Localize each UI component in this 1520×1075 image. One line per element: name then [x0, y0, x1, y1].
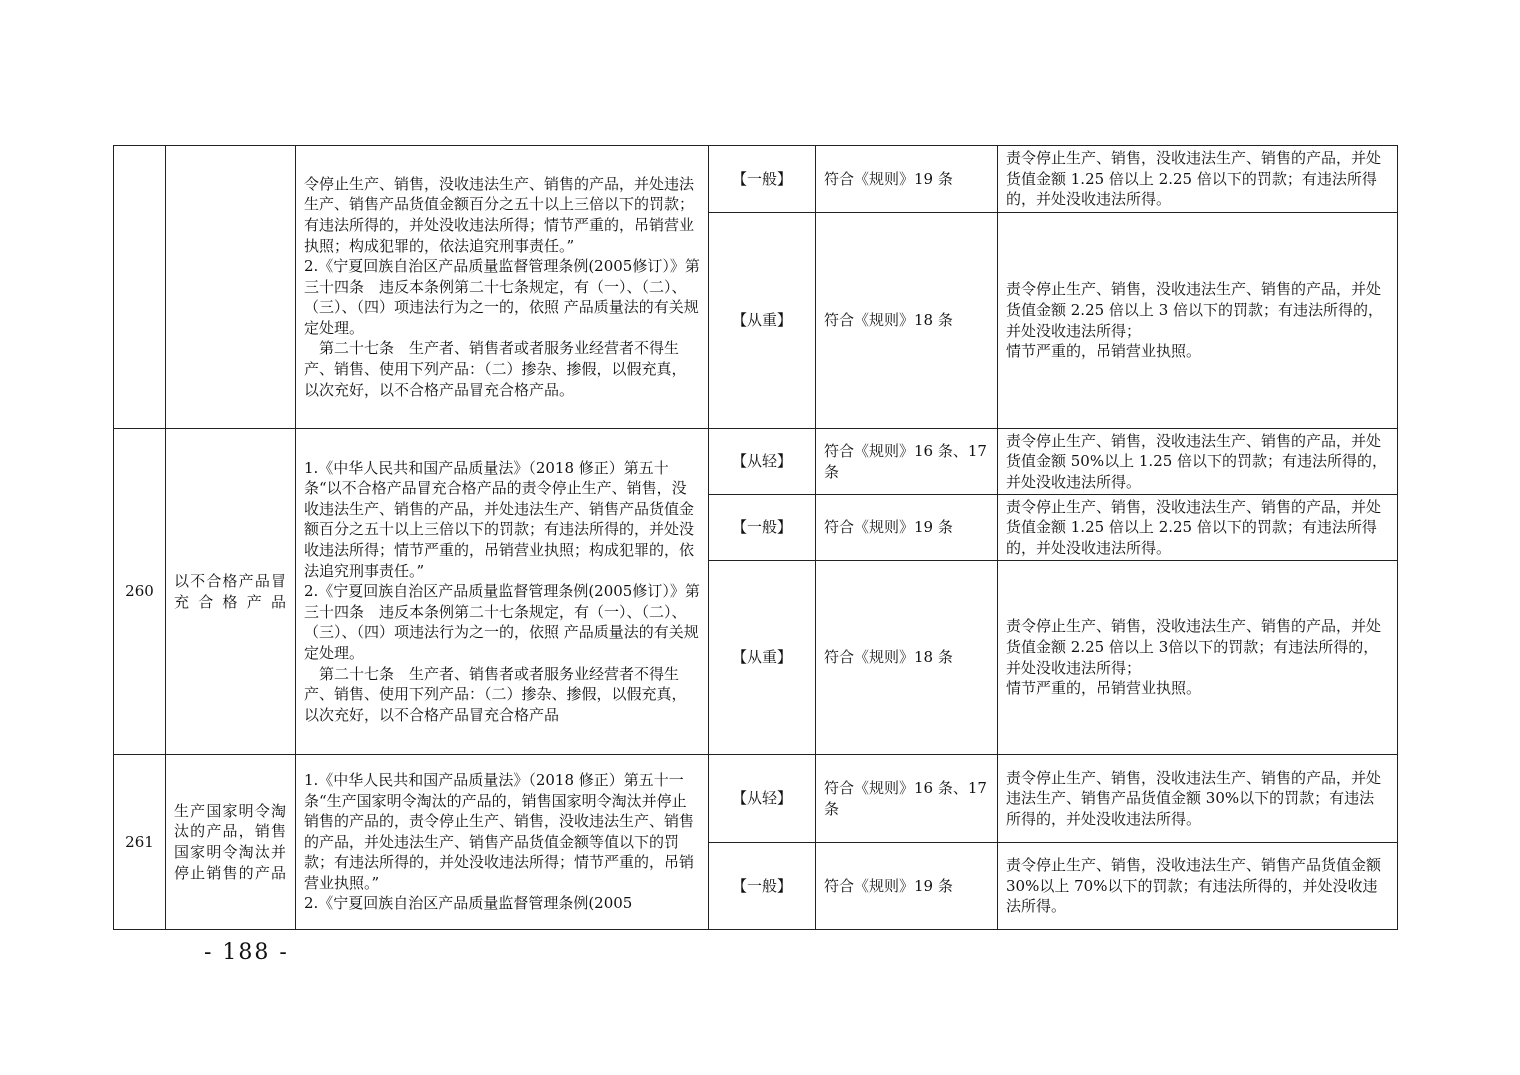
violation-name	[166, 146, 296, 429]
penalty-standards-table	[113, 145, 1398, 930]
item-number: 260	[114, 429, 166, 755]
penalty-standard: 责令停止生产、销售，没收违法生产、销售的产品，并处货值金额 1.25 倍以上 2.25 倍以下的罚款；有违法所得的，并处没收违法所得。	[998, 495, 1398, 561]
violation-name: 生产国家明令淘汰的产品，销售国家明令淘汰并停止销售的产品	[166, 755, 296, 930]
discretion-level: 【从轻】	[709, 429, 816, 495]
discretion-level: 【一般】	[709, 495, 816, 561]
penalty-standard: 责令停止生产、销售，没收违法生产、销售的产品，并处货值金额 1.25 倍以上 2.25 倍以下的罚款；有违法所得的，并处没收违法所得。	[998, 146, 1398, 213]
applicable-condition: 符合《规则》19 条	[816, 495, 998, 561]
discretion-level: 【一般】	[709, 843, 816, 930]
applicable-condition: 符合《规则》19 条	[816, 843, 998, 930]
applicable-condition: 符合《规则》18 条	[816, 213, 998, 429]
discretion-level: 【一般】	[709, 146, 816, 213]
item-number: 261	[114, 755, 166, 930]
discretion-level: 【从轻】	[709, 755, 816, 843]
item-number	[114, 146, 166, 429]
table-row	[114, 429, 1398, 495]
discretion-level: 【从重】	[709, 213, 816, 429]
penalty-standard: 责令停止生产、销售，没收违法生产、销售的产品，并处货值金额 50%以上 1.25 倍以下的罚款；有违法所得的，并处没收违法所得。	[998, 429, 1398, 495]
legal-basis: 1.《中华人民共和国产品质量法》（2018 修正）第五十一条“生产国家明令淘汰的产品的，销售国家明令淘汰并停止销售的产品的，责令停止生产、销售，没收违法生产、销售的产品，并处违法生产、销售产品货值金额等值以下的罚款；有违法所得的，并处没收违法所得；情节严重的，吊销营业执照。” 2.《宁夏回族自治区产品质量监督管理条例(2005	[296, 755, 709, 930]
applicable-condition: 符合《规则》16 条、17 条	[816, 755, 998, 843]
legal-basis: 1.《中华人民共和国产品质量法》（2018 修正）第五十条“以不合格产品冒充合格产品的责令停止生产、销售，没收违法生产、销售的产品，并处违法生产、销售产品货值金额百分之五十以上三倍以下的罚款；有违法所得的，并处没收违法所得；情节严重的，吊销营业执照；构成犯罪的，依法追究刑事责任。” 2.《宁夏回族自治区产品质量监督管理条例(2005修订）》第三十四条 违反本条例第二十七条规定，有（一）、（二）、（三）、（四）项违法行为之一的，依照 产品质量法的有关规定处理。 第二十七条 生产者、销售者或者服务业经营者不得生产、销售、使用下列产品：（二）掺杂、掺假，以假充真，以次充好，以不合格产品冒充合格产品	[296, 429, 709, 755]
applicable-condition: 符合《规则》19 条	[816, 146, 998, 213]
table-row	[114, 146, 1398, 213]
legal-basis: 令停止生产、销售，没收违法生产、销售的产品，并处违法生产、销售产品货值金额百分之五十以上三倍以下的罚款；有违法所得的，并处没收违法所得；情节严重的，吊销营业执照；构成犯罪的，依法追究刑事责任。” 2.《宁夏回族自治区产品质量监督管理条例(2005修订）》第三十四条 违反本条例第二十七条规定，有（一）、（二）、（三）、（四）项违法行为之一的，依照 产品质量法的有关规定处理。 第二十七条 生产者、销售者或者服务业经营者不得生产、销售、使用下列产品：（二）掺杂、掺假，以假充真，以次充好，以不合格产品冒充合格产品。	[296, 146, 709, 429]
discretion-level: 【从重】	[709, 561, 816, 755]
penalty-standard: 责令停止生产、销售，没收违法生产、销售的产品，并处货值金额 2.25 倍以上 3 倍以下的罚款；有违法所得的，并处没收违法所得； 情节严重的，吊销营业执照。	[998, 213, 1398, 429]
table-row	[114, 755, 1398, 843]
penalty-standard: 责令停止生产、销售，没收违法生产、销售的产品，并处货值金额 2.25 倍以上 3倍以下的罚款；有违法所得的，并处没收违法所得； 情节严重的，吊销营业执照。	[998, 561, 1398, 755]
applicable-condition: 符合《规则》18 条	[816, 561, 998, 755]
penalty-standard: 责令停止生产、销售，没收违法生产、销售的产品，并处违法生产、销售产品货值金额 30%以下的罚款；有违法所得的，并处没收违法所得。	[998, 755, 1398, 843]
page-number: - 188 -	[204, 940, 289, 965]
applicable-condition: 符合《规则》16 条、17 条	[816, 429, 998, 495]
violation-name: 以不合格产品冒充合格产品	[166, 429, 296, 755]
penalty-standard: 责令停止生产、销售，没收违法生产、销售产品货值金额 30%以上 70%以下的罚款；有违法所得的，并处没收违法所得。	[998, 843, 1398, 930]
